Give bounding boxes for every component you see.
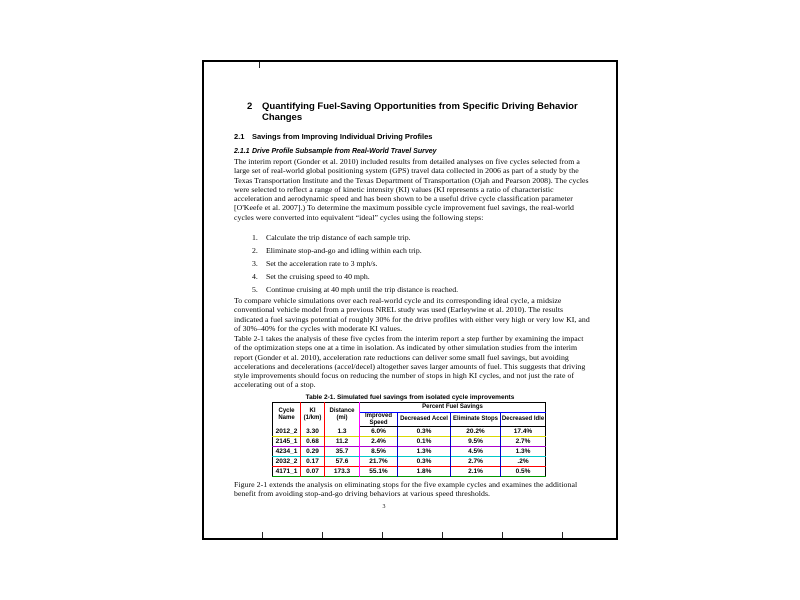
subsection-title: Drive Profile Subsample from Real-World Travel Survey [252,148,437,155]
cell-cycle-name: 4234_1 [273,447,301,457]
cell-eliminate-stops: 9.5% [451,437,501,447]
cell-cycle-name: 2012_2 [273,427,301,437]
cell-distance: 11.2 [325,437,360,447]
cell-decreased-accel: 0.1% [398,437,451,447]
cell-eliminate-stops: 20.2% [451,427,501,437]
ideal-cycle-steps-list [252,233,582,298]
subsection-number: 2.1.1 [234,148,250,155]
cell-decreased-idle: 1.3% [515,448,531,455]
section-heading [234,132,594,141]
cell-decreased-idle: 0.5% [515,468,531,475]
cell-ki: 0.29 [301,447,325,457]
table-row [273,447,546,457]
list-item-text: Set the cruising speed to 40 mph. [266,272,370,281]
cell-distance: 57.6 [325,457,360,467]
list-item [252,233,582,246]
cell-ki: 0.07 [301,467,325,477]
crop-mark-bottom [562,532,563,538]
crop-mark-bottom [322,532,323,538]
cell-decreased-accel: 1.8% [398,467,451,477]
chapter-number: 2 [247,101,253,112]
crop-mark-bottom [502,532,503,538]
list-item [252,246,582,259]
list-item-text: Set the acceleration rate to 3 mph/s. [266,259,378,268]
col-header-cycle-name: Cycle Name [273,403,301,427]
cell-improved-speed: 21.7% [360,457,398,467]
cell-decreased-idle: 2.7% [515,438,531,445]
col-header-decreased-accel: Decreased Accel [398,413,451,427]
crop-mark-bottom [382,532,383,538]
cell-improved-speed: 2.4% [360,437,398,447]
table-header-row [273,403,546,413]
col-group-header-percent-fuel-savings: Percent Fuel Savings [360,403,546,413]
list-item-number: 5. [252,285,258,294]
cell-improved-speed: 55.1% [360,467,398,477]
list-item-number: 4. [252,272,258,281]
list-item [252,272,582,285]
table-row [273,467,546,477]
table-row [273,457,546,467]
subsection-heading [234,147,594,156]
cell-decreased-accel: 0.3% [398,457,451,467]
section-number: 2.1 [234,132,245,141]
cell-cycle-name: 4171_1 [273,467,301,477]
col-header-ki: KI (1/km) [301,403,325,427]
table-row [273,437,546,447]
cell-decreased-idle: .2% [517,458,529,465]
list-item-number: 2. [252,246,258,255]
cell-decreased-accel: 0.3% [398,427,451,437]
col-header-improved-speed: Improved Speed [360,413,398,427]
cell-distance: 173.3 [325,467,360,477]
list-item-number: 1. [252,233,258,242]
cell-ki: 0.17 [301,457,325,467]
fuel-savings-table [272,402,546,477]
paragraph-table-discussion: Table 2-1 takes the analysis of these five cycles from the interim report a step further by examining the impact of the optimization steps one at a time in isolation. As indicated by other simulation studies from the interim report (Gonder et al. 2010), acceleration rate reductions can deliver some small fuel savings, but avoiding accelerations and decelerations (accel/decel) altogether saves larger amounts of fuel. This suggests that driving style improvements should focus on reducing the number of stops in high KI cycles, and not just the rate of accelerating out of a stop. [234,334,586,390]
cell-eliminate-stops: 2.7% [451,457,501,467]
cell-ki: 0.68 [301,437,325,447]
chapter-heading [247,101,599,123]
cell-eliminate-stops: 2.1% [451,467,501,477]
page-number: 3 [382,504,386,510]
chapter-title: Quantifying Fuel-Saving Opportunities from Specific Driving Behavior Changes [262,101,578,123]
list-item [252,259,582,272]
cell-improved-speed: 8.5% [360,447,398,457]
section-title: Savings from Improving Individual Driving Profiles [252,132,433,141]
list-item-text: Eliminate stop-and-go and idling within each trip. [266,246,422,255]
crop-mark-top [259,62,260,68]
cell-decreased-idle: 17.4% [513,428,533,435]
crop-mark-bottom [442,532,443,538]
list-item-number: 3. [252,259,258,268]
cell-improved-speed: 6.0% [360,427,398,437]
cell-eliminate-stops: 4.5% [451,447,501,457]
cell-cycle-name: 2032_2 [273,457,301,467]
cell-ki: 3.30 [301,427,325,437]
cell-distance: 35.7 [325,447,360,457]
table-row [273,427,546,437]
list-item-text: Calculate the trip distance of each sample trip. [266,233,411,242]
crop-mark-bottom [262,532,263,538]
paragraph-intro: The interim report (Gonder et al. 2010) included results from detailed analyses on five cycles selected from a large set of real-world global positioning system (GPS) travel data collected in 2006 as part of a study by the Texas Transportation Institute and the Texas Department of Transportation (Ojah and Pearson 2008). The cycles were selected to reflect a range of kinetic intensity (KI) values (KI represents a ratio of characteristic acceleration and aerodynamic speed and has been shown to be a useful drive cycle classification parameter [O'Keefe et al. 2007].) To determine the maximum possible cycle improvement fuel savings, the real-world cycles were converted into equivalent “ideal” cycles using the following steps: [234,157,589,222]
paragraph-simulation: To compare vehicle simulations over each real-world cycle and its corresponding ideal cycle, a midsize conventional vehicle model from a previous NREL study was used (Earleywine et al. 2010). The results indicated a fuel savings potential of roughly 30% for the drive profiles with either very high or very low KI, and of 30%–40% for the cycles with moderate KI values. [234,296,590,333]
cell-cycle-name: 2145_1 [273,437,301,447]
col-header-decreased-idle: Decreased Idle [501,413,546,427]
document-page [202,60,618,540]
paragraph-figure-reference: Figure 2-1 extends the analysis on eliminating stops for the five example cycles and examines the additional benefit from avoiding stop-and-go driving behaviors at various speed thresholds. [234,480,578,499]
col-header-distance: Distance (mi) [325,403,360,427]
col-header-eliminate-stops: Eliminate Stops [451,413,501,427]
list-item-text: Continue cruising at 40 mph until the trip distance is reached. [266,285,459,294]
cell-decreased-accel: 1.3% [398,447,451,457]
table-caption: Table 2-1. Simulated fuel savings from isolated cycle improvements [305,394,515,401]
cell-distance: 1.3 [325,427,360,437]
